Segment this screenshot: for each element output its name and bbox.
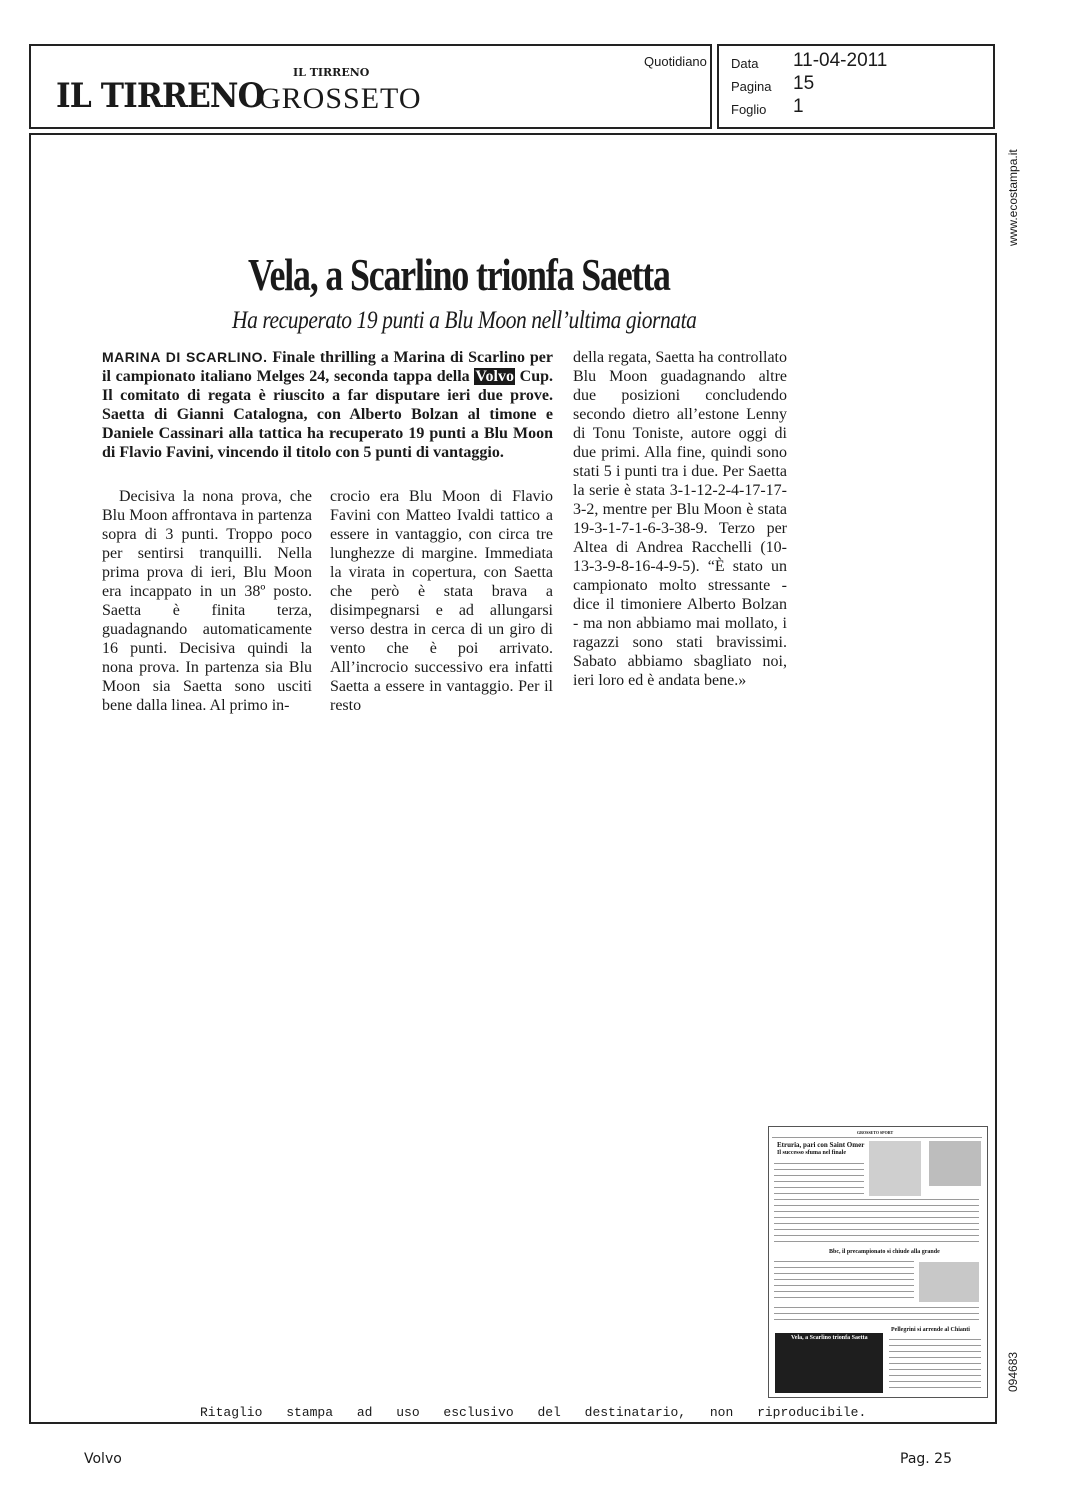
column-1-text: Decisiva la nona prova, che Blu Moon affrontava in partenza sopra di 3 punti. Troppo poco per sentirsi tranquilli. Nella prima prova di ieri, Blu Moon era incappato in un 38º posto. Saetta è finita terza, guadagnando automaticamente 16 punti. Decisiva quindi la nona prova. In partenza sia Blu Moon sia Saetta sono usciti bene dalla linea. Al primo in-	[102, 488, 312, 714]
thumbnail-photo-2	[929, 1141, 981, 1186]
masthead-small-logo: IL TIRRENO	[293, 66, 370, 79]
metadata-box	[717, 44, 995, 129]
thumbnail-headline-3: Bbc, il precampionato si chiude alla grande	[829, 1249, 940, 1255]
column-2-text: crocio era Blu Moon di Flavio Favini con Matteo Ivaldi tattico a essere in vantaggio, con circa tre lunghezze di margine. Immediata la virata in copertura, con Saetta che però è stata brava a disimpegnarsi e ad allungarsi verso destra in cerca di un giro di vento che è poi arrivato. All’incrocio successivo era infatti Saetta a essere in vantaggio. Per il resto	[330, 488, 553, 714]
date-label: Data	[731, 56, 759, 71]
thumbnail-headline-5: Vela, a Scarlino trionfa Saetta	[791, 1335, 868, 1341]
thumbnail-photo-1	[869, 1141, 921, 1196]
publication-type: Quotidiano	[644, 54, 707, 69]
lead-text-1: Finale thrilling a Marina di Scarlino per il campionato italiano Melges 24, seconda tappa della	[102, 349, 553, 385]
footer-page-number: Pag. 25	[900, 1451, 952, 1467]
date-value: 11-04-2011	[793, 50, 888, 71]
article-title: Vela, a Scarlino trionfa Saetta	[248, 249, 670, 300]
article-lead	[102, 348, 553, 462]
article-column-1	[102, 487, 312, 715]
thumbnail-headline-2: Il successo sfuma nel finale	[777, 1150, 846, 1156]
footer-keyword: Volvo	[84, 1451, 122, 1467]
clipping-notice: Ritaglio stampa ad uso esclusivo del destinatario, non riproducibile.	[200, 1405, 867, 1420]
lead-text-2: Cup. Il comitato di regata è riuscito a far disputare ieri due prove. Saetta di Gianni Catalogna, con Alberto Bolzan al timone e Daniele Cassinari alla tattica ha recuperato 19 punti a Blu Moon di Flavio Favini, vincendo il titolo con 5 punti di vantaggio.	[102, 368, 554, 461]
thumbnail-section: GROSSETO SPORT	[857, 1130, 894, 1135]
article-column-2	[330, 487, 553, 715]
website-vertical: www.ecostampa.it	[1006, 149, 1020, 246]
thumbnail-clipped-article	[775, 1333, 883, 1393]
page-thumbnail	[768, 1126, 988, 1398]
thumbnail-headline-1: Etruria, pari con Saint Omer	[777, 1141, 865, 1149]
column-3-text: della regata, Saetta ha controllato Blu Moon guadagnando altre due posizioni concludendo secondo dietro all’estone Lenny di Tonu Toniste, autore oggi di due primi. Alla fine, quindi sono stati 5 i punti tra i due. Per Saetta la serie è stata 3-1-12-2-4-17-17-3-2, mentre per Blu Moon è stata 19-3-1-7-1-6-3-38-9. Terzo per Altea di Andrea Racchelli (10-13-3-9-8-16-4-9-5). “È stato un campionato molto stressante - dice il timoniere Alberto Bolzan - ma non abbiamo mai mollato, i ragazzi sono stati bravissimi. Sabato abbiamo sbagliato noi, ieri loro ed è andata bene.»	[573, 349, 787, 689]
masthead-logo: IL TIRRENO	[56, 76, 264, 116]
thumbnail-photo-3	[919, 1262, 979, 1302]
highlighted-keyword: Volvo	[475, 368, 514, 385]
page-label: Pagina	[731, 79, 772, 94]
sheet-value: 1	[793, 96, 804, 117]
article-subtitle: Ha recuperato 19 punti a Blu Moon nell’ultima giornata	[232, 307, 697, 334]
article-column-3	[573, 348, 787, 690]
code-vertical: 094683	[1006, 1351, 1020, 1392]
sheet-label: Foglio	[731, 102, 767, 117]
article-kicker: MARINA DI SCARLINO.	[102, 349, 268, 365]
page-value: 15	[793, 73, 815, 94]
masthead-city: GROSSETO	[259, 82, 422, 115]
thumbnail-headline-4: Pellegrini si arrende al Chianti	[891, 1327, 970, 1333]
masthead-box	[29, 44, 712, 129]
